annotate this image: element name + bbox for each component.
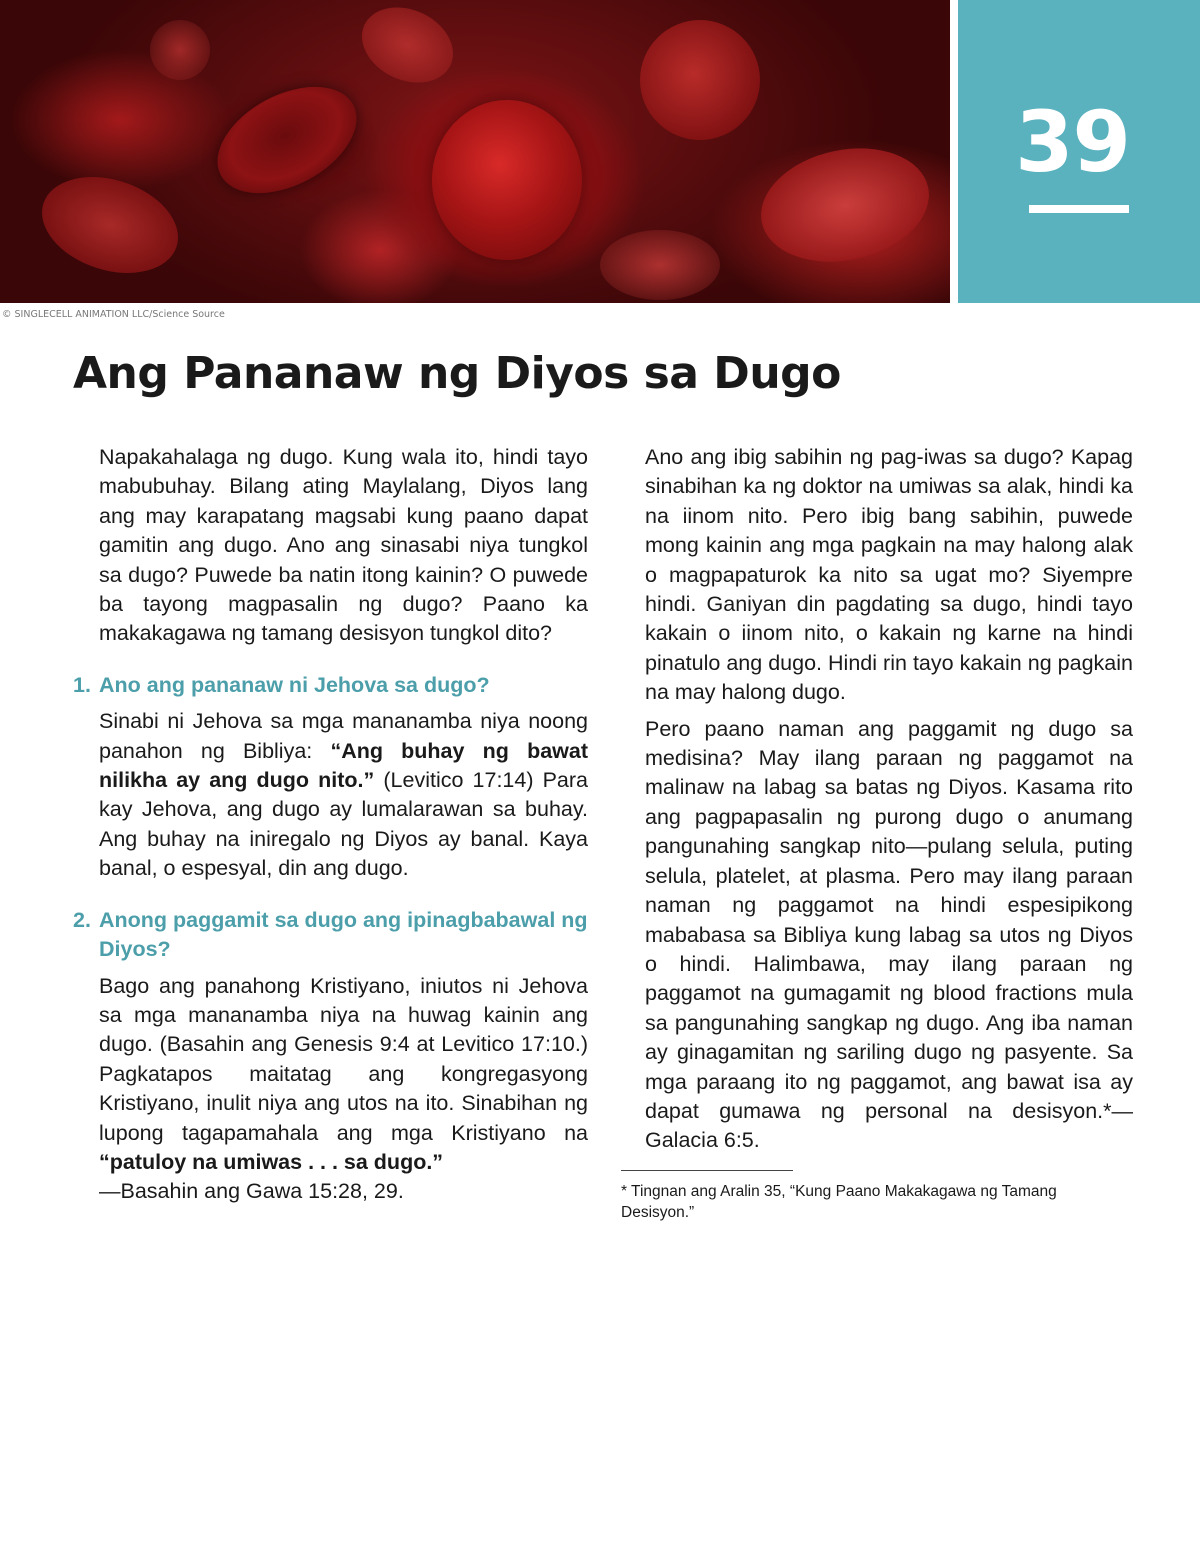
text-run: Bago ang panahong Kristiyano, iniutos ni Jehova sa mga mananamba niya na huwag kainin ang dugo. (Basahin ang Genesis 9:4 at Levitico 17:10.) Pagkatapos maitatag ang kongregasyong Kristiyano, inulit niya ang utos na ito. Sinabihan ng lupong tagapamahala ang mga Kristiyano na [99, 973, 588, 1145]
blood-cell [750, 134, 939, 277]
section-2-paragraph [73, 972, 588, 1207]
text-run: Sinabi ni Jehova sa mga mananamba niya noong panahon ng Bibliya: [99, 709, 588, 763]
blood-cell [30, 161, 191, 290]
text-run: —Basahin ang Gawa 15:28, 29. [99, 1179, 404, 1204]
blood-cell [432, 100, 582, 260]
header-image-red-blood-cells [0, 0, 950, 303]
lesson-number: 39 [1015, 93, 1130, 191]
lesson-number-box [958, 0, 1200, 303]
right-column [621, 443, 1133, 1223]
question-number: 1. [73, 672, 91, 697]
blood-cell [350, 0, 466, 97]
lesson-number-underline [1029, 205, 1129, 213]
image-credit: © SINGLECELL ANIMATION LLC/Science Source [2, 309, 225, 320]
section-1-paragraph [73, 707, 588, 883]
blood-cell [640, 20, 760, 140]
footnote-divider [621, 1170, 793, 1171]
question-heading-2 [73, 906, 588, 965]
page-title: Ang Pananaw ng Diyos sa Dugo [73, 348, 841, 399]
blood-cell [600, 230, 720, 300]
blood-cell [200, 65, 375, 215]
right-paragraph-2: Pero paano naman ang paggamit ng dugo sa medisina? May ilang paraan ng paggamot na malinaw na labag sa batas ng Diyos. Kasama rito ang pagpapasalin ng purong dugo o anumang pangunahing sangkap nito—pulang selula, puting selula, platelet, at plasma. Pero may ilang paraan naman ng paggamot na hindi espesipikong mababasa sa Bibliya kung labag sa utos ng Diyos o hindi. Halimbawa, may ilang paraan ng paggamot na gumagamit ng blood fractions mula sa pangunahing sangkap ng dugo. Ang iba naman ay ginagamitan ng sariling dugo ng pasyente. Sa mga paraang ito ng paggamot, ang bawat isa ay dapat gumawa ng personal na desisyon.*—Galacia 6:5. [645, 716, 1133, 1153]
left-column [73, 443, 588, 1207]
intro-paragraph: Napakahalaga ng dugo. Kung wala ito, hindi tayo mabubuhay. Bilang ating Maylalang, Diyos lang ang may karapatang magsabi kung paano dapat gamitin ang dugo. Ano ang sinasabi niya tungkol sa dugo? Puwede ba natin itong kainin? O puwede ba tayong magpasalin ng dugo? Paano ka makakagawa ng tamang desisyon tungkol dito? [99, 445, 588, 646]
question-text: Anong paggamit sa dugo ang ipinagbabawal ng Diyos? [99, 907, 588, 962]
bold-quote: “Ang buhay ng bawat nilikha ay ang dugo nito.” [99, 738, 588, 793]
right-paragraph-1: Ano ang ibig sabihin ng pag-iwas sa dugo? Kapag sinabihan ka ng doktor na umiwas sa alak, hindi ka na iinom nito. Pero ibig bang sabihin, puwede mong kainin ang mga pagkain na may halong alak o magpapaturok ka nito sa ugat mo? Siyempre hindi. Ganiyan din pagdating sa dugo, hindi tayo kakain o iinom nito, o kakain ng karne na hindi pinatulo ang dugo. Hindi rin tayo kakain ng pagkain na may halong dugo. [645, 445, 1133, 705]
bold-quote: “patuloy na umiwas . . . sa dugo.” [99, 1149, 444, 1174]
text-run: (Levitico 17:14) Para kay Jehova, ang dugo ay lumalarawan sa buhay. Ang buhay na iniregalo ng Diyos ay banal. Kaya banal, o espesyal, din ang dugo. [99, 768, 588, 881]
footnote: * Tingnan ang Aralin 35, “Kung Paano Makakagawa ng Tamang Desisyon.” [621, 1182, 1057, 1221]
question-heading-1 [73, 671, 588, 700]
question-number: 2. [73, 907, 91, 932]
blood-cell [150, 20, 210, 80]
question-text: Ano ang pananaw ni Jehova sa dugo? [99, 672, 490, 697]
